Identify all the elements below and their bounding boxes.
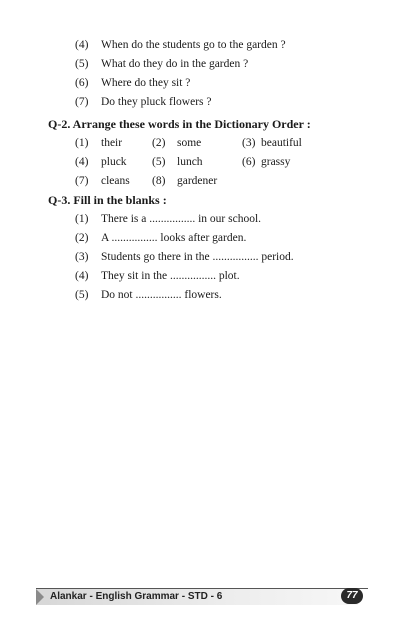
q1-item-text: What do they do in the garden ? [101,58,249,70]
q3-item-number: (4) [75,270,89,282]
q3-item-text: Students go there in the ................ period. [101,251,294,263]
q1-item-number: (6) [75,77,89,89]
q2-word: cleans [101,175,130,187]
q2-word: their [101,137,123,149]
q1-item-number: (7) [75,96,89,108]
q1-item-text: Where do they sit ? [101,77,191,89]
q3-item-number: (2) [75,232,89,244]
page-number-badge: 77 [341,588,363,604]
q2-word: pluck [101,156,127,168]
q2-word: grassy [261,156,291,168]
footer-arrow-icon [36,589,44,605]
q2-word-number: (8) [152,175,166,187]
q1-item-number: (4) [75,39,89,51]
q2-word-number: (2) [152,137,166,149]
q2-heading: Q-2. Arrange these words in the Dictionary Order : [48,117,311,131]
q3-item-text: Do not ................ flowers. [101,289,222,301]
q2-word-number: (3) [242,137,256,149]
q2-word: lunch [177,156,203,168]
q3-item-number: (5) [75,289,89,301]
q3-item-text: There is a ................ in our school. [101,213,262,225]
q3-item-text: They sit in the ................ plot. [101,270,240,282]
q1-item-number: (5) [75,58,89,70]
q2-word-number: (4) [75,156,89,168]
footer-book-title: Alankar - English Grammar - STD - 6 [50,591,223,602]
q3-item-number: (3) [75,251,89,263]
q2-word: gardener [177,175,218,187]
q2-word-number: (6) [242,156,256,168]
q2-word-number: (1) [75,137,89,149]
q1-item-text: Do they pluck flowers ? [101,96,212,108]
q3-item-number: (1) [75,213,89,225]
q3-heading: Q-3. Fill in the blanks : [48,193,167,207]
q2-word: beautiful [261,137,302,149]
q2-word: some [177,137,202,149]
q2-word-number: (7) [75,175,89,187]
q2-word-number: (5) [152,156,166,168]
q3-item-text: A ................ looks after garden. [101,232,247,244]
q1-item-text: When do the students go to the garden ? [101,39,286,51]
